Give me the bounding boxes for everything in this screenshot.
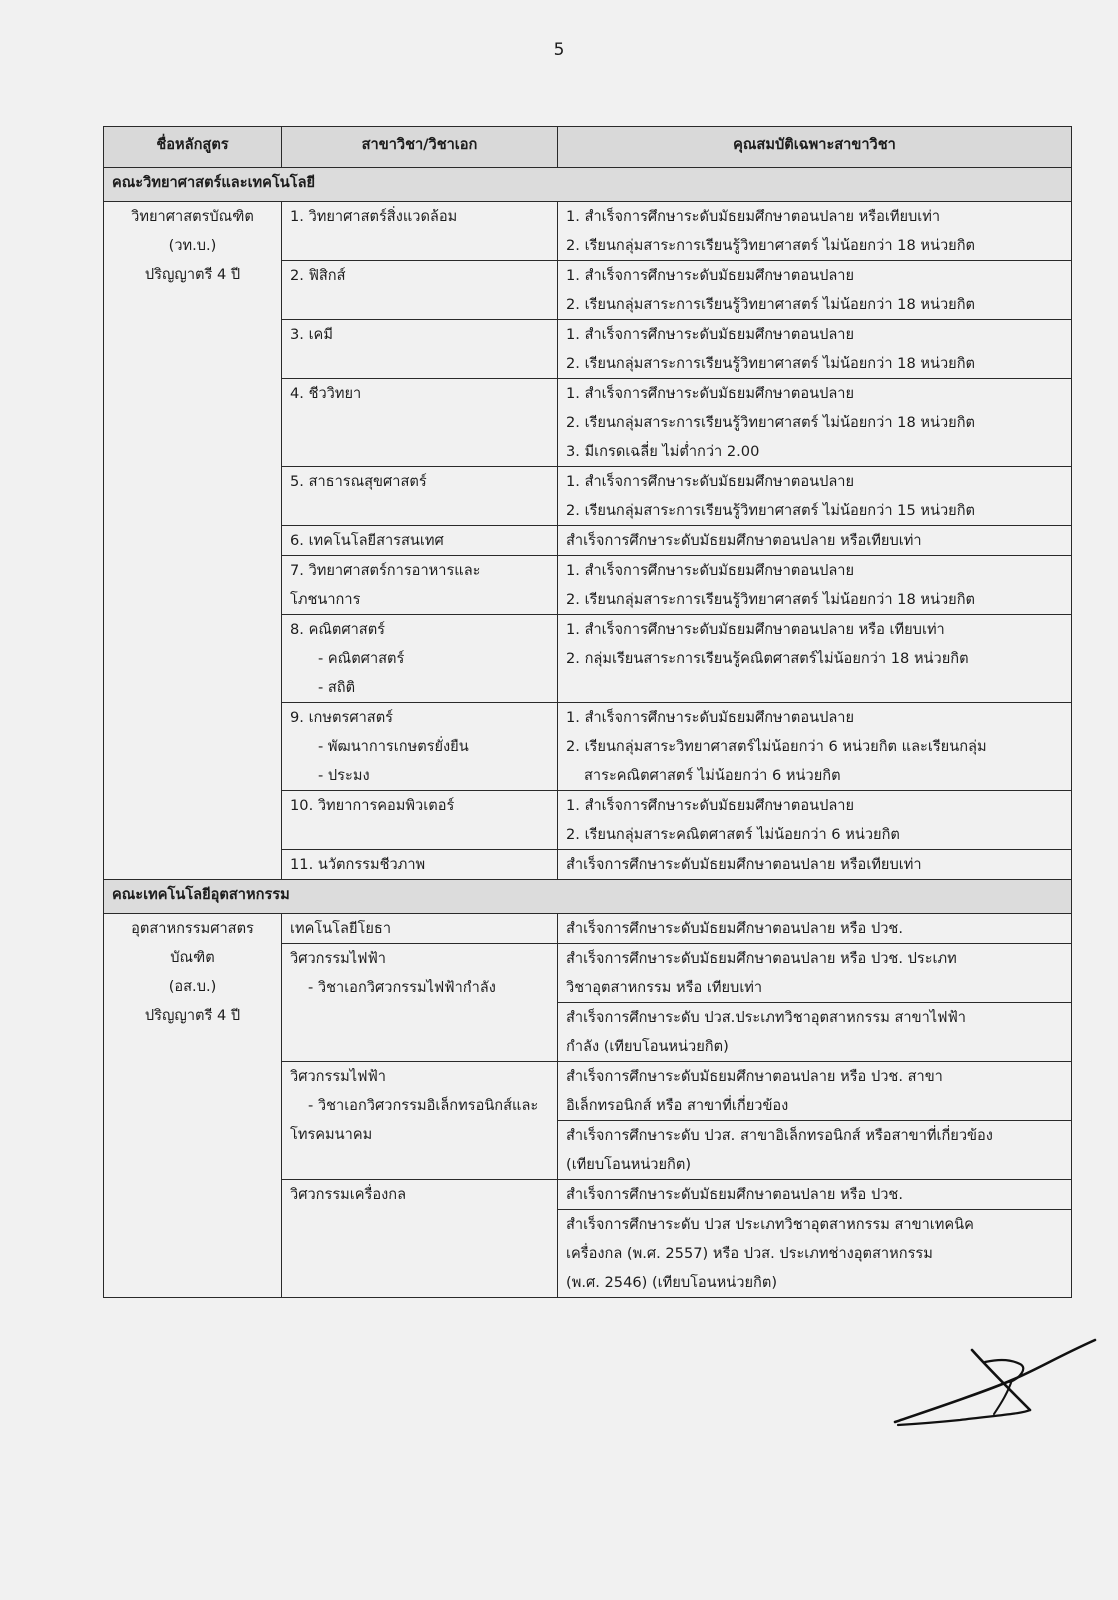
qualification-line: สำเร็จการศึกษาระดับ ปวส ประเภทวิชาอุตสาหกรรม สาขาเทคนิค xyxy=(566,1216,974,1233)
qualification-line: สำเร็จการศึกษาระดับ ปวส. สาขาอิเล็กทรอนิกส์ หรือสาขาที่เกี่ยวข้อง xyxy=(566,1127,993,1144)
qualification-cell xyxy=(558,261,1072,320)
qualification-cell xyxy=(558,1121,1072,1180)
qualification-cell xyxy=(558,914,1072,944)
page-number: 5 xyxy=(553,40,565,60)
major-name-line: 7. วิทยาศาสตร์การอาหารและ xyxy=(290,562,481,579)
major-cell xyxy=(282,556,558,615)
qualification-line: สำเร็จการศึกษาระดับ ปวส.ประเภทวิชาอุตสาหกรรม สาขาไฟฟ้า xyxy=(566,1009,966,1026)
qualification-cell xyxy=(558,1003,1072,1062)
major-name-line: - คณิตศาสตร์ xyxy=(318,650,405,667)
qualification-cell xyxy=(558,320,1072,379)
major-cell xyxy=(282,379,558,467)
major-name-line: - สถิติ xyxy=(318,679,356,696)
qualification-cell xyxy=(558,526,1072,556)
qualification-line: สาระคณิตศาสตร์ ไม่น้อยกว่า 6 หน่วยกิต xyxy=(584,767,841,784)
program-name-line: (อส.บ.) xyxy=(168,978,217,995)
qualification-line: 2. เรียนกลุ่มสาระการเรียนรู้วิทยาศาสตร์ ไม่น้อยกว่า 18 หน่วยกิต xyxy=(566,237,976,254)
qualification-line: 2. เรียนกลุ่มสาระวิทยาศาสตร์ไม่น้อยกว่า 6 หน่วยกิต และเรียนกลุ่ม xyxy=(566,738,987,755)
qualification-line: 1. สำเร็จการศึกษาระดับมัธยมศึกษาตอนปลาย หรือเทียบเท่า xyxy=(566,208,941,225)
qualification-cell xyxy=(558,703,1072,791)
qualification-cell xyxy=(558,944,1072,1003)
major-cell xyxy=(282,467,558,526)
header-program-name: ชื่อหลักสูตร xyxy=(104,127,282,168)
qualification-cell xyxy=(558,615,1072,703)
qualification-line: 1. สำเร็จการศึกษาระดับมัธยมศึกษาตอนปลาย xyxy=(566,385,855,402)
faculty-row xyxy=(104,168,1072,202)
qualification-line: 1. สำเร็จการศึกษาระดับมัธยมศึกษาตอนปลาย xyxy=(566,797,855,814)
signature xyxy=(890,1330,1100,1440)
qualification-line: 2. เรียนกลุ่มสาระคณิตศาสตร์ ไม่น้อยกว่า 6 หน่วยกิต xyxy=(566,826,900,843)
program-name-line: ปริญญาตรี 4 ปี xyxy=(144,1007,241,1024)
major-cell xyxy=(282,615,558,703)
qualification-cell xyxy=(558,1210,1072,1298)
qualification-line: 1. สำเร็จการศึกษาระดับมัธยมศึกษาตอนปลาย xyxy=(566,562,855,579)
qualification-line: 2. เรียนกลุ่มสาระการเรียนรู้วิทยาศาสตร์ ไม่น้อยกว่า 18 หน่วยกิต xyxy=(566,414,976,431)
major-name-line: 3. เคมี xyxy=(290,326,333,343)
table-row xyxy=(104,914,1072,944)
major-cell xyxy=(282,1180,558,1298)
major-name-line: 8. คณิตศาสตร์ xyxy=(290,621,386,638)
faculty-name: คณะเทคโนโลยีอุตสาหกรรม xyxy=(104,880,1072,914)
major-name-line: 4. ชีววิทยา xyxy=(290,385,362,402)
major-name-line: 5. สาธารณสุขศาสตร์ xyxy=(290,473,427,490)
program-name-line: ปริญญาตรี 4 ปี xyxy=(144,266,241,283)
table-row xyxy=(104,202,1072,261)
qualification-line: สำเร็จการศึกษาระดับมัธยมศึกษาตอนปลาย หรือ ปวช. xyxy=(566,920,903,937)
major-name-line: 1. วิทยาศาสตร์สิ่งแวดล้อม xyxy=(290,208,458,225)
major-name-line: 11. นวัตกรรมชีวภาพ xyxy=(290,856,426,873)
major-name-line: - วิชาเอกวิศวกรรมอิเล็กทรอนิกส์และ xyxy=(308,1097,539,1114)
program-name-line: วิทยาศาสตรบัณฑิต xyxy=(131,208,254,225)
major-name-line: 6. เทคโนโลยีสารสนเทศ xyxy=(290,532,444,549)
qualification-line: 2. เรียนกลุ่มสาระการเรียนรู้วิทยาศาสตร์ ไม่น้อยกว่า 15 หน่วยกิต xyxy=(566,502,976,519)
major-name-line: 10. วิทยาการคอมพิวเตอร์ xyxy=(290,797,455,814)
qualification-cell xyxy=(558,1062,1072,1121)
qualification-line: 1. สำเร็จการศึกษาระดับมัธยมศึกษาตอนปลาย xyxy=(566,326,855,343)
major-cell xyxy=(282,1062,558,1180)
qualification-line: สำเร็จการศึกษาระดับมัธยมศึกษาตอนปลาย หรือ ปวช. xyxy=(566,1186,903,1203)
major-cell xyxy=(282,850,558,880)
major-name-line: 9. เกษตรศาสตร์ xyxy=(290,709,394,726)
qualification-line: เครื่องกล (พ.ศ. 2557) หรือ ปวส. ประเภทช่างอุตสาหกรรม xyxy=(566,1245,933,1262)
qualification-line: 2. เรียนกลุ่มสาระการเรียนรู้วิทยาศาสตร์ ไม่น้อยกว่า 18 หน่วยกิต xyxy=(566,355,976,372)
qualification-line: สำเร็จการศึกษาระดับมัธยมศึกษาตอนปลาย หรือ ปวช. ประเภท xyxy=(566,950,957,967)
qualification-line: กำลัง (เทียบโอนหน่วยกิต) xyxy=(566,1038,729,1055)
faculty-row xyxy=(104,880,1072,914)
major-cell xyxy=(282,791,558,850)
major-name-line: เทคโนโลยีโยธา xyxy=(290,920,392,937)
header-major: สาขาวิชา/วิชาเอก xyxy=(282,127,558,168)
qualification-line: 1. สำเร็จการศึกษาระดับมัธยมศึกษาตอนปลาย xyxy=(566,709,855,726)
major-cell xyxy=(282,261,558,320)
major-name-line: - วิชาเอกวิศวกรรมไฟฟ้ากำลัง xyxy=(308,979,496,996)
qualification-cell xyxy=(558,850,1072,880)
qualification-cell xyxy=(558,467,1072,526)
major-cell xyxy=(282,703,558,791)
table-body xyxy=(104,168,1072,1298)
table-header-row xyxy=(104,127,1072,168)
major-cell xyxy=(282,526,558,556)
qualification-line: สำเร็จการศึกษาระดับมัธยมศึกษาตอนปลาย หรือเทียบเท่า xyxy=(566,856,922,873)
qualification-line: อิเล็กทรอนิกส์ หรือ สาขาที่เกี่ยวข้อง xyxy=(566,1097,789,1114)
major-name-line: วิศวกรรมไฟฟ้า xyxy=(290,1068,386,1085)
major-name-line: โทรคมนาคม xyxy=(290,1126,373,1143)
program-cell xyxy=(104,914,282,1298)
qualification-line: วิชาอุตสาหกรรม หรือ เทียบเท่า xyxy=(566,979,763,996)
major-cell xyxy=(282,914,558,944)
qualification-line: 3. มีเกรดเฉลี่ย ไม่ต่ำกว่า 2.00 xyxy=(566,443,760,460)
program-name-line: บัณฑิต xyxy=(170,949,215,966)
major-cell xyxy=(282,944,558,1062)
qualification-line: 2. เรียนกลุ่มสาระการเรียนรู้วิทยาศาสตร์ ไม่น้อยกว่า 18 หน่วยกิต xyxy=(566,296,976,313)
qualification-line: (พ.ศ. 2546) (เทียบโอนหน่วยกิต) xyxy=(566,1274,778,1291)
qualification-line: 2. เรียนกลุ่มสาระการเรียนรู้วิทยาศาสตร์ ไม่น้อยกว่า 18 หน่วยกิต xyxy=(566,591,976,608)
major-name-line: โภชนาการ xyxy=(290,591,361,608)
major-name-line: 2. ฟิสิกส์ xyxy=(290,267,346,284)
qualification-line: สำเร็จการศึกษาระดับมัธยมศึกษาตอนปลาย หรือ ปวช. สาขา xyxy=(566,1068,943,1085)
major-name-line: วิศวกรรมไฟฟ้า xyxy=(290,950,386,967)
qualification-line: 1. สำเร็จการศึกษาระดับมัธยมศึกษาตอนปลาย xyxy=(566,267,855,284)
program-name-line: (วท.บ.) xyxy=(168,237,217,254)
program-name-line: อุตสาหกรรมศาสตร xyxy=(131,920,254,937)
requirements-table xyxy=(103,126,1072,1298)
qualification-line: (เทียบโอนหน่วยกิต) xyxy=(566,1156,692,1173)
qualification-line: สำเร็จการศึกษาระดับมัธยมศึกษาตอนปลาย หรือเทียบเท่า xyxy=(566,532,922,549)
qualification-cell xyxy=(558,379,1072,467)
qualification-cell xyxy=(558,556,1072,615)
qualification-line: 1. สำเร็จการศึกษาระดับมัธยมศึกษาตอนปลาย xyxy=(566,473,855,490)
qualification-cell xyxy=(558,202,1072,261)
major-name-line: - พัฒนาการเกษตรยั่งยืน xyxy=(318,738,469,755)
header-qualifications: คุณสมบัติเฉพาะสาขาวิชา xyxy=(558,127,1072,168)
major-cell xyxy=(282,202,558,261)
qualification-cell xyxy=(558,791,1072,850)
faculty-name: คณะวิทยาศาสตร์และเทคโนโลยี xyxy=(104,168,1072,202)
qualification-line: 2. กลุ่มเรียนสาระการเรียนรู้คณิตศาสตร์ไม่น้อยกว่า 18 หน่วยกิต xyxy=(566,650,969,667)
qualification-line: 1. สำเร็จการศึกษาระดับมัธยมศึกษาตอนปลาย หรือ เทียบเท่า xyxy=(566,621,945,638)
major-cell xyxy=(282,320,558,379)
program-cell xyxy=(104,202,282,880)
qualification-cell xyxy=(558,1180,1072,1210)
major-name-line: วิศวกรรมเครื่องกล xyxy=(290,1186,407,1203)
major-name-line: - ประมง xyxy=(318,767,370,784)
